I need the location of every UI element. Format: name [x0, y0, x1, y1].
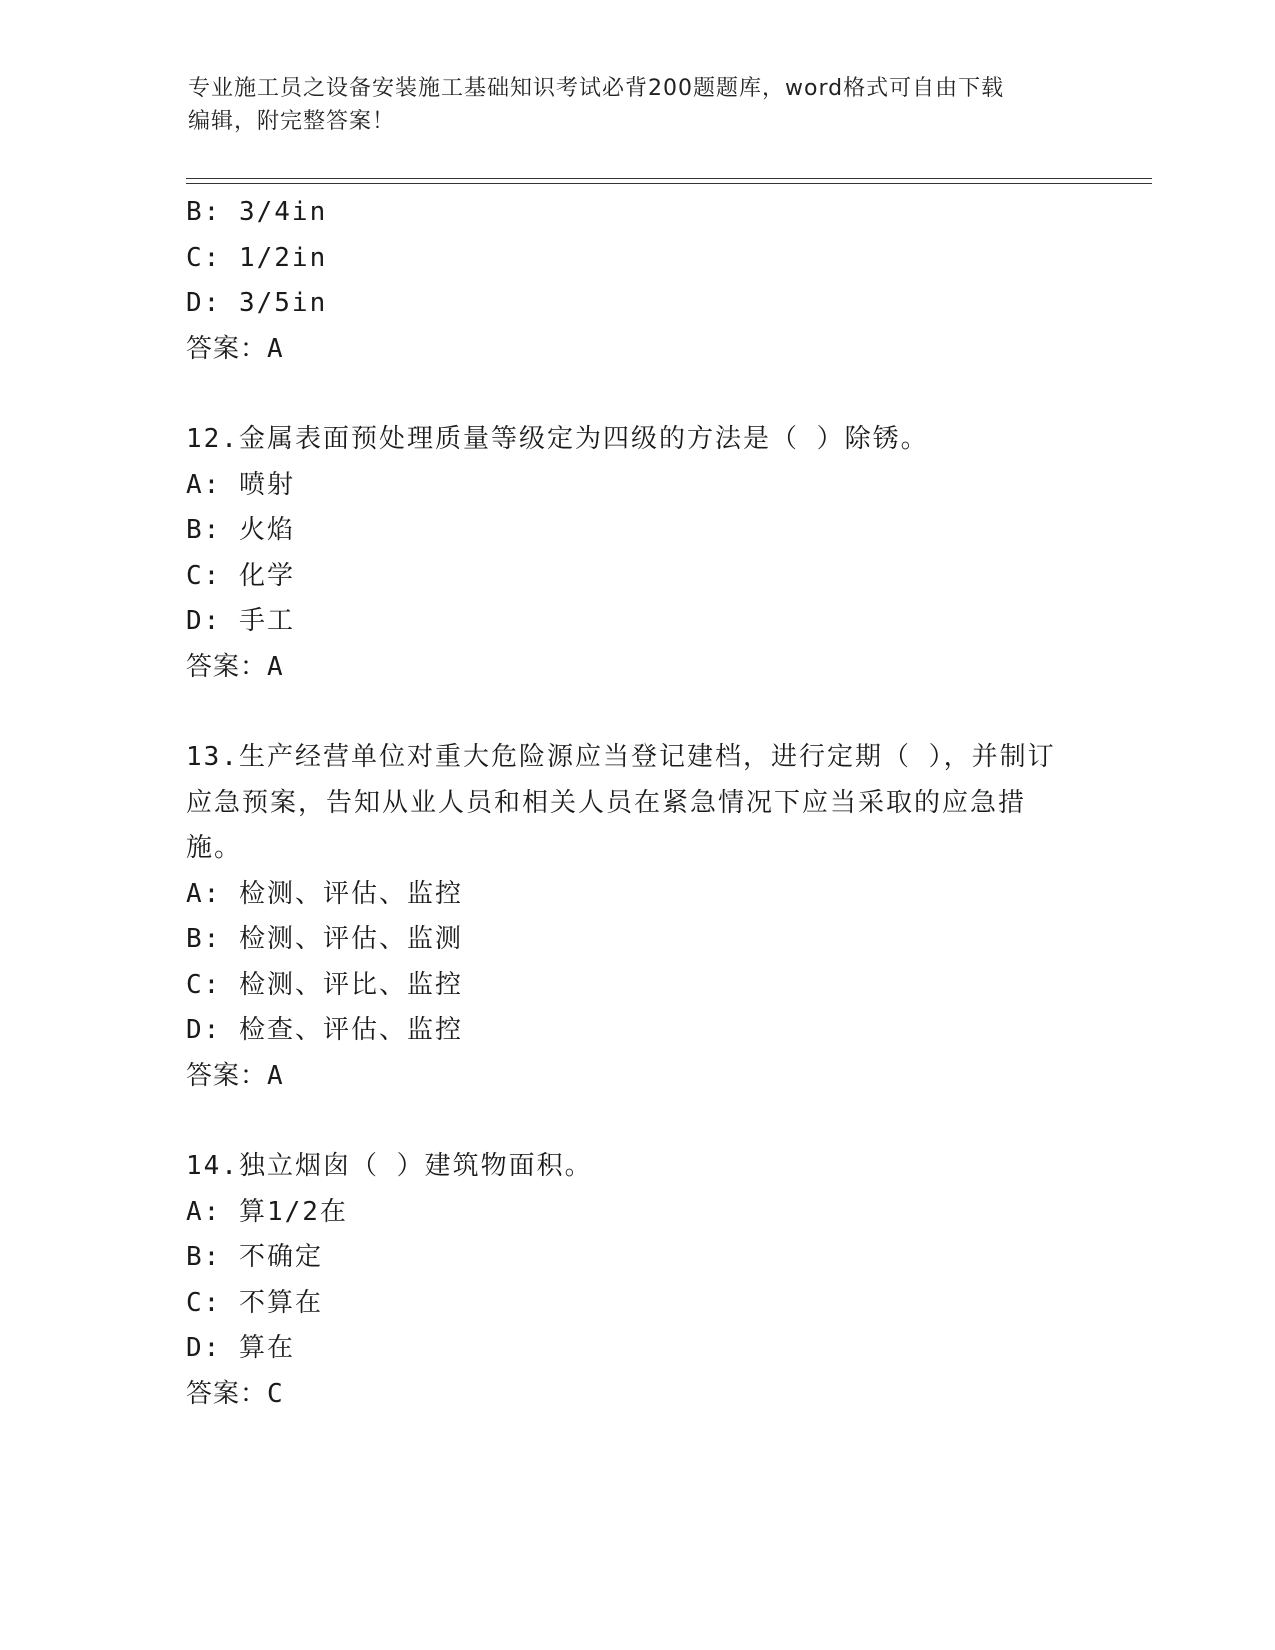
option-c: C: 1/2in: [186, 242, 328, 273]
option-c: C: 化学: [186, 560, 295, 591]
option-c: C: 检测、评比、监控: [186, 969, 463, 1000]
question-12: [186, 417, 1066, 690]
option-a: A: 算1/2在: [186, 1196, 348, 1227]
question-14: [186, 1144, 1066, 1417]
answer-line: [186, 327, 1066, 373]
carryover-question: [186, 190, 1066, 372]
question-stem: 13.生产经营单位对重大危险源应当登记建档，进行定期（ ），并制订应急预案，告知从业人员和相关人员在紧急情况下应当采取的应急措施。: [186, 742, 1056, 863]
option-b: B: 火焰: [186, 515, 295, 545]
answer-line: [186, 1372, 1066, 1418]
answer-label: 答案：: [186, 1060, 268, 1091]
option-d: D: 检查、评估、监控: [186, 1015, 463, 1045]
document-title-line-1: 专业施工员之设备安装施工基础知识考试必背200题题库，word格式可自由下载: [188, 76, 1005, 101]
option-b: B: 检测、评估、监测: [186, 924, 463, 954]
answer-line: [186, 645, 1066, 691]
answer-label: 答案：: [186, 651, 268, 682]
option-d: D: 3/5in: [186, 288, 328, 318]
page-header: [188, 72, 1088, 138]
option-a: A: 检测、评估、监控: [186, 878, 463, 909]
document-title-line-2: 编辑，附完整答案！: [188, 109, 396, 134]
question-stem: 12.金属表面预处理质量等级定为四级的方法是（ ）除锈。: [186, 424, 929, 454]
answer-value: A: [267, 333, 284, 364]
option-d: D: 算在: [186, 1333, 295, 1363]
option-b: B: 不确定: [186, 1242, 323, 1272]
option-a: A: 喷射: [186, 469, 295, 500]
answer-label: 答案：: [186, 333, 268, 364]
header-divider-second: [186, 183, 1152, 184]
answer-label: 答案：: [186, 1378, 268, 1409]
option-c: C: 不算在: [186, 1287, 323, 1318]
option-d: D: 手工: [186, 606, 295, 636]
answer-value: A: [267, 1060, 284, 1091]
header-divider: [186, 178, 1152, 179]
question-stem: 14.独立烟囱（ ）建筑物面积。: [186, 1151, 593, 1181]
answer-value: C: [267, 1378, 284, 1409]
option-b: B: 3/4in: [186, 197, 328, 227]
answer-line: [186, 1054, 1066, 1100]
question-content: [186, 190, 1066, 1417]
question-13: [186, 735, 1066, 1099]
answer-value: A: [267, 651, 284, 682]
